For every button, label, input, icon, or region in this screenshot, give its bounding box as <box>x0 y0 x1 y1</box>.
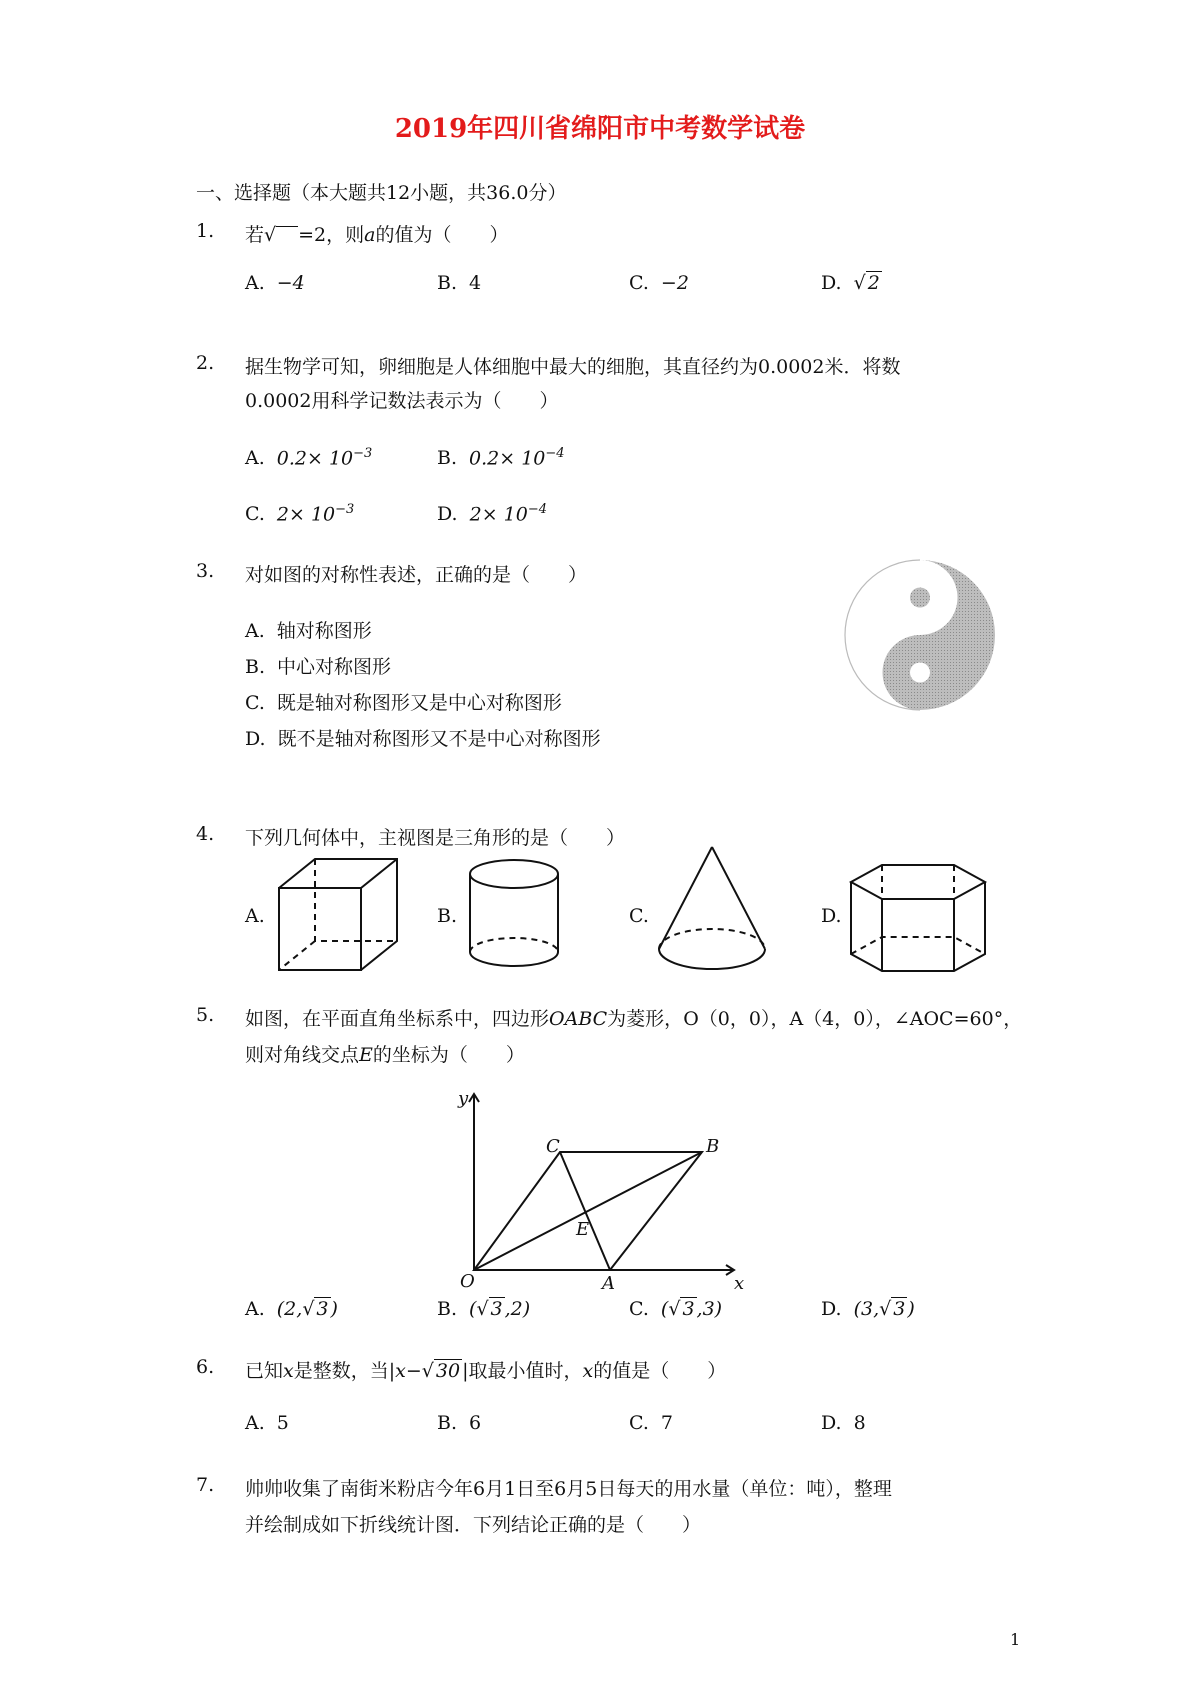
q3-option-c[interactable]: C. 既是轴对称图形又是中心对称图形 <box>245 692 562 714</box>
q6-number: 6. <box>196 1356 215 1378</box>
q7-stem-line2: 并绘制成如下折线统计图．下列结论正确的是（ ） <box>245 1514 702 1536</box>
q3-option-b[interactable]: B. 中心对称图形 <box>245 656 392 678</box>
cube-figure <box>276 856 402 974</box>
q5-option-c[interactable]: C. (√ 3 ,3) <box>629 1298 723 1320</box>
q4-option-d[interactable]: D. <box>821 905 842 927</box>
q2-stem-line1: 据生物学可知，卵细胞是人体细胞中最大的细胞，其直径约为0.0002米．将数 <box>245 356 901 378</box>
q1-option-a[interactable]: A. −4 <box>245 272 305 294</box>
q6-option-a[interactable]: A. 5 <box>245 1412 289 1434</box>
q6-stem: 已知x是整数，当|x−√ 30 |取最小值时，x的值是（ ） <box>245 1360 727 1382</box>
q5-stem-line2: 则对角线交点E的坐标为（ ） <box>245 1044 525 1066</box>
q3-stem: 对如图的对称性表述，正确的是（ ） <box>245 564 588 586</box>
q2-stem-line2: 0.0002用科学记数法表示为（ ） <box>245 390 559 412</box>
label-b: B <box>706 1136 720 1157</box>
q2-option-a[interactable]: A. $0.2\times 10^{-3}$ <box>245 446 373 470</box>
section-heading: 一、选择题（本大题共12小题，共36.0分） <box>196 182 567 204</box>
q6-option-c[interactable]: C. 7 <box>629 1412 673 1434</box>
label-x: x <box>734 1273 745 1292</box>
label-a: A <box>602 1273 615 1292</box>
q7-stem-line1: 帅帅收集了南街米粉店今年6月1日至6月5日每天的用水量（单位：吨），整理 <box>245 1478 892 1500</box>
page-number: 1 <box>1010 1630 1021 1649</box>
q3-number: 3. <box>196 560 215 582</box>
q2-option-d[interactable]: D. $2\times 10^{-4}$ <box>437 502 548 526</box>
q4-option-a[interactable]: A. <box>245 905 265 927</box>
q4-option-c[interactable]: C. <box>629 905 649 927</box>
q4-stem: 下列几何体中，主视图是三角形的是（ ） <box>245 827 626 849</box>
q1-option-c[interactable]: C. −2 <box>629 272 689 294</box>
q6-option-d[interactable]: D. 8 <box>821 1412 866 1434</box>
cylinder-figure <box>464 856 564 974</box>
q5-option-a[interactable]: A. (2,√ 3 ) <box>245 1298 338 1320</box>
q2-option-b[interactable]: B. $0.2\times 10^{-4}$ <box>437 446 565 470</box>
q5-number: 5. <box>196 1004 215 1026</box>
q7-number: 7. <box>196 1474 215 1496</box>
taiji-figure <box>842 557 998 713</box>
q3-option-a[interactable]: A. 轴对称图形 <box>245 620 372 642</box>
q4-number: 4. <box>196 823 215 845</box>
q6-option-b[interactable]: B. 6 <box>437 1412 482 1434</box>
q5-option-d[interactable]: D. (3,√ 3 ) <box>821 1298 915 1320</box>
q5-option-b[interactable]: B. (√ 3 ,2) <box>437 1298 531 1320</box>
q1-option-b[interactable]: B. 4 <box>437 272 482 294</box>
q1-option-d[interactable]: D. √ 2 <box>821 272 880 294</box>
hexagonal-prism-figure <box>848 862 988 974</box>
label-y: y <box>458 1088 469 1109</box>
q2-option-c[interactable]: C. $2\times 10^{-3}$ <box>245 502 355 526</box>
label-c: C <box>546 1136 560 1157</box>
sqrt-symbol: √ <box>264 224 298 246</box>
q4-option-b[interactable]: B. <box>437 905 458 927</box>
diagonals <box>474 1152 702 1270</box>
q1-number: 1. <box>196 220 215 242</box>
page-title: 2019年四川省绵阳市中考数学试卷 <box>394 114 806 144</box>
cone-figure <box>654 844 770 976</box>
q1-stem: 若√ =2，则a的值为（ ） <box>245 224 509 246</box>
q3-option-d[interactable]: D. 既不是轴对称图形又不是中心对称图形 <box>245 728 601 750</box>
q5-stem-line1: 如图，在平面直角坐标系中，四边形OABC为菱形，O（0，0），A（4，0），∠AOC=60°， <box>245 1008 1023 1030</box>
q2-number: 2. <box>196 352 215 374</box>
rhombus-coordinate-figure <box>448 1082 748 1292</box>
label-o: O <box>460 1271 475 1292</box>
label-e: E <box>576 1219 590 1240</box>
